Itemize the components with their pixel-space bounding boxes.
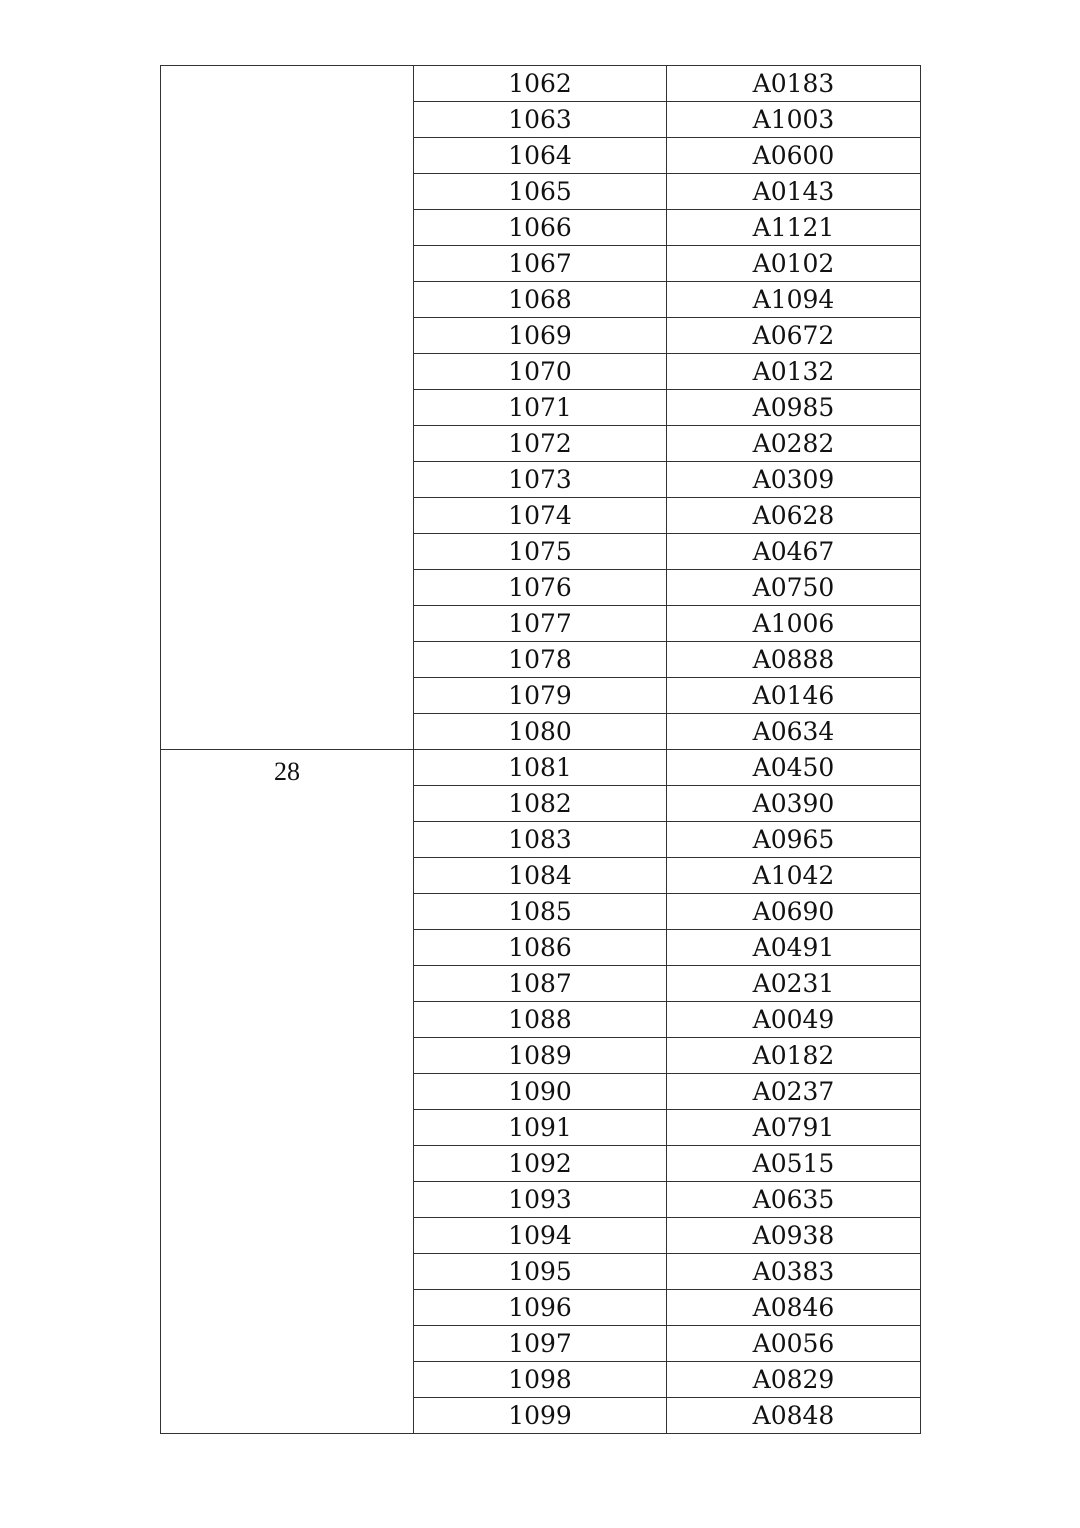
code-cell: A1094 <box>667 282 921 318</box>
number-cell: 1080 <box>414 714 667 750</box>
number-cell: 1092 <box>414 1146 667 1182</box>
code-cell: A0846 <box>667 1290 921 1326</box>
number-cell: 1082 <box>414 786 667 822</box>
group-label: 28 <box>274 757 300 786</box>
code-cell: A0390 <box>667 786 921 822</box>
number-cell: 1084 <box>414 858 667 894</box>
table-body <box>161 66 921 1434</box>
number-cell: 1094 <box>414 1218 667 1254</box>
code-cell: A0491 <box>667 930 921 966</box>
number-cell: 1090 <box>414 1074 667 1110</box>
code-cell: A1121 <box>667 210 921 246</box>
code-cell: A0231 <box>667 966 921 1002</box>
code-cell: A0237 <box>667 1074 921 1110</box>
code-cell: A0049 <box>667 1002 921 1038</box>
code-cell: A0467 <box>667 534 921 570</box>
code-cell: A0309 <box>667 462 921 498</box>
number-cell: 1095 <box>414 1254 667 1290</box>
group-label <box>161 66 413 70</box>
number-cell: 1089 <box>414 1038 667 1074</box>
code-cell: A1003 <box>667 102 921 138</box>
code-cell: A0600 <box>667 138 921 174</box>
code-cell: A0938 <box>667 1218 921 1254</box>
code-cell: A0132 <box>667 354 921 390</box>
number-cell: 1069 <box>414 318 667 354</box>
code-cell: A0634 <box>667 714 921 750</box>
number-cell: 1064 <box>414 138 667 174</box>
number-cell: 1079 <box>414 678 667 714</box>
code-cell: A1006 <box>667 606 921 642</box>
code-cell: A0182 <box>667 1038 921 1074</box>
number-cell: 1078 <box>414 642 667 678</box>
code-cell: A0690 <box>667 894 921 930</box>
code-cell: A0450 <box>667 750 921 786</box>
code-cell: A0383 <box>667 1254 921 1290</box>
code-cell: A0183 <box>667 66 921 102</box>
assignment-table <box>160 65 921 1434</box>
number-cell: 1087 <box>414 966 667 1002</box>
table-row <box>161 750 921 786</box>
number-cell: 1065 <box>414 174 667 210</box>
number-cell: 1063 <box>414 102 667 138</box>
group-cell <box>161 750 414 1434</box>
number-cell: 1067 <box>414 246 667 282</box>
number-cell: 1077 <box>414 606 667 642</box>
code-cell: A0750 <box>667 570 921 606</box>
code-cell: A0888 <box>667 642 921 678</box>
number-cell: 1093 <box>414 1182 667 1218</box>
number-cell: 1099 <box>414 1398 667 1434</box>
code-cell: A0791 <box>667 1110 921 1146</box>
number-cell: 1073 <box>414 462 667 498</box>
code-cell: A0965 <box>667 822 921 858</box>
code-cell: A0056 <box>667 1326 921 1362</box>
number-cell: 1062 <box>414 66 667 102</box>
code-cell: A0848 <box>667 1398 921 1434</box>
group-cell <box>161 66 414 750</box>
number-cell: 1086 <box>414 930 667 966</box>
number-cell: 1083 <box>414 822 667 858</box>
table-row <box>161 66 921 102</box>
number-cell: 1081 <box>414 750 667 786</box>
number-cell: 1091 <box>414 1110 667 1146</box>
number-cell: 1097 <box>414 1326 667 1362</box>
code-cell: A0143 <box>667 174 921 210</box>
code-cell: A0146 <box>667 678 921 714</box>
number-cell: 1068 <box>414 282 667 318</box>
number-cell: 1076 <box>414 570 667 606</box>
number-cell: 1066 <box>414 210 667 246</box>
code-cell: A0282 <box>667 426 921 462</box>
code-cell: A0102 <box>667 246 921 282</box>
code-cell: A0672 <box>667 318 921 354</box>
number-cell: 1088 <box>414 1002 667 1038</box>
number-cell: 1072 <box>414 426 667 462</box>
number-cell: 1096 <box>414 1290 667 1326</box>
code-cell: A0635 <box>667 1182 921 1218</box>
number-cell: 1075 <box>414 534 667 570</box>
number-cell: 1098 <box>414 1362 667 1398</box>
code-cell: A0628 <box>667 498 921 534</box>
code-cell: A0515 <box>667 1146 921 1182</box>
code-cell: A0985 <box>667 390 921 426</box>
code-cell: A0829 <box>667 1362 921 1398</box>
number-cell: 1085 <box>414 894 667 930</box>
number-cell: 1070 <box>414 354 667 390</box>
number-cell: 1071 <box>414 390 667 426</box>
code-cell: A1042 <box>667 858 921 894</box>
number-cell: 1074 <box>414 498 667 534</box>
